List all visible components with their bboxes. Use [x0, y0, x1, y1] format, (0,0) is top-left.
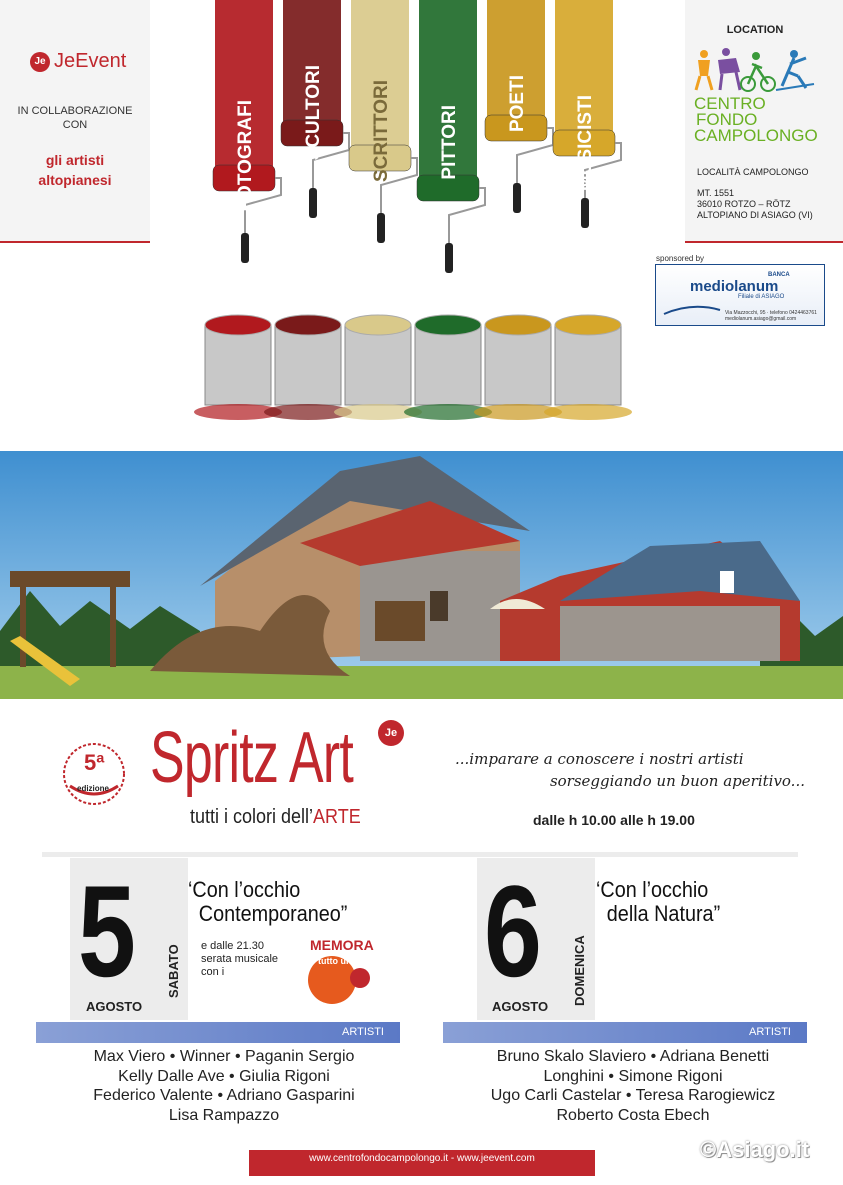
centro-line-3: CAMPOLONGO	[694, 126, 818, 145]
footer-websites[interactable]: www.centrofondocampolongo.it - www.jeevent.com	[249, 1150, 595, 1176]
paint-can-icon	[485, 325, 551, 405]
day1-weekday: SABATO	[166, 944, 181, 998]
roller-grip	[445, 243, 453, 273]
day2-artist-line: Ugo Carli Castelar • Teresa Rarogiewicz	[490, 1087, 776, 1104]
centro-fondo-logo	[694, 96, 818, 144]
roller-label: POETI	[507, 75, 528, 133]
memora-band-logo	[296, 934, 392, 1006]
tagline-line-2: sorseggiando un buon aperitivo...	[549, 772, 805, 790]
paint-can-surface	[415, 315, 481, 335]
day1-artist-line: Kelly Dalle Ave • Giulia Rigoni	[118, 1067, 330, 1085]
day1-extra-1: e dalle 21.30	[201, 940, 264, 952]
collaboration-text	[0, 104, 150, 132]
event-title: Spritz Art	[150, 718, 354, 798]
roller-label: SCRITTORI	[371, 80, 392, 183]
address-line-2: 36010 ROTZO – RÖTZ	[697, 199, 791, 209]
jeevent-logo-text: JeEvent	[54, 50, 127, 72]
edition-label: edizione	[77, 784, 110, 793]
tagline	[455, 748, 805, 792]
day1-artist-line: Max Viero • Winner • Paganin Sergio	[93, 1048, 355, 1065]
roller-grip	[581, 198, 589, 228]
paint-can-icon	[345, 325, 411, 405]
day1-number: 5	[78, 858, 136, 1004]
day2-month: AGOSTO	[492, 999, 549, 1014]
address-line-3: ALTOPIANO DI ASIAGO (VI)	[697, 210, 813, 220]
paint-can-icon	[275, 325, 341, 405]
asiago-watermark: ©Asiago.it	[700, 1137, 810, 1162]
paint-can-surface	[555, 315, 621, 335]
sponsor-filiale: Filiale di ASIAGO	[738, 294, 785, 300]
collab-line-1: IN COLLABORAZIONE	[17, 105, 133, 117]
centro-line-2: FONDO	[696, 110, 758, 129]
section-divider	[42, 852, 798, 857]
paint-can-icon	[205, 325, 271, 405]
roller-grip	[241, 233, 249, 263]
day2-artist-line: Longhini • Simone Rigoni	[543, 1067, 723, 1085]
sponsor-contact-2: mediolanum.asiago@gmail.com	[725, 316, 797, 322]
roller-label: PITTORI	[439, 105, 460, 180]
paint-splash	[544, 404, 632, 420]
day1-event-title	[188, 878, 347, 926]
paint-can-surface	[485, 315, 551, 335]
memora-band-name: MEMORA	[310, 937, 374, 953]
roller-grip	[309, 188, 317, 218]
day2-artists-header: ARTISTI	[443, 1022, 807, 1043]
roller-grip	[513, 183, 521, 213]
roller-label: MUSICISTI	[575, 95, 596, 192]
roller-label: SCULTORI	[303, 65, 324, 161]
day2-artists-list	[443, 1047, 823, 1125]
paint-rollers-illustration	[175, 0, 680, 440]
day2-title-line-2: della Natura”	[606, 901, 721, 926]
sponsor-name: mediolanum	[690, 278, 779, 295]
day1-title-line-2: Contemporaneo”	[198, 901, 348, 926]
venue-photo	[0, 451, 843, 699]
address-line-1: MT. 1551	[697, 188, 735, 198]
day1-artists-list	[36, 1047, 412, 1125]
day1-artist-line: Federico Valente • Adriano Gasparini	[93, 1087, 355, 1104]
collab-artists	[0, 150, 150, 190]
centro-line-1: CENTRO	[694, 94, 766, 113]
day1-extra-2: serata musicale	[201, 953, 279, 965]
je-badge: Je	[378, 720, 404, 746]
day1-artists-header: ARTISTI	[36, 1022, 400, 1043]
day1-extra-3: con i	[201, 966, 225, 978]
day2-event-title	[596, 878, 720, 926]
location-address	[697, 188, 813, 221]
day1-month: AGOSTO	[86, 999, 143, 1014]
outdoor-activities-icon	[690, 46, 820, 94]
sponsor-banca: BANCA	[768, 272, 790, 278]
sponsor-contact-1: Via Mazzocchi, 95 · telefono 0424463761	[725, 310, 817, 316]
day2-artist-line: Roberto Costa Ebech	[556, 1106, 710, 1124]
memora-band-sub: tutto un po	[318, 956, 365, 966]
day2-title-line-1: ‘Con l’occhio	[596, 877, 709, 902]
paint-can-surface	[275, 315, 341, 335]
paint-can-icon	[555, 325, 621, 405]
roller-grip	[377, 213, 385, 243]
roller-label: FOTOGRAFI	[235, 100, 256, 212]
jeevent-logo	[30, 50, 126, 73]
day1-extra-info	[201, 940, 278, 979]
collab-line-2: CON	[62, 119, 88, 131]
sponsor-swoosh-icon	[662, 300, 722, 322]
day2-weekday: DOMENICA	[572, 935, 587, 1006]
paint-can-surface	[345, 315, 411, 335]
paint-can-surface	[205, 315, 271, 335]
sponsor-contacts	[725, 310, 817, 322]
artists-line-2: altopianesi	[38, 172, 112, 188]
location-locality: LOCALITÀ CAMPOLONGO	[697, 167, 809, 177]
location-title: LOCATION	[726, 24, 784, 36]
paint-can-icon	[415, 325, 481, 405]
subtitle-prefix: tutti i colori dell’	[190, 806, 314, 828]
day2-artist-line: Bruno Skalo Slaviero • Adriana Benetti	[496, 1048, 770, 1065]
edition-number: 5ª	[84, 750, 105, 775]
subtitle-accent: ARTE	[313, 806, 361, 828]
day1-artist-line: Lisa Rampazzo	[168, 1106, 280, 1124]
day1-title-line-1: ‘Con l’occhio	[188, 877, 301, 902]
artists-line-1: gli artisti	[45, 152, 105, 168]
jeevent-logo-mark: Je	[30, 52, 50, 72]
day2-number: 6	[484, 858, 542, 1004]
event-subtitle	[190, 806, 361, 829]
opening-hours: dalle h 10.00 alle h 19.00	[533, 812, 695, 828]
sponsor-label: sponsored by	[656, 254, 705, 263]
tagline-line-1: ...imparare a conoscere i nostri artisti	[455, 750, 744, 768]
